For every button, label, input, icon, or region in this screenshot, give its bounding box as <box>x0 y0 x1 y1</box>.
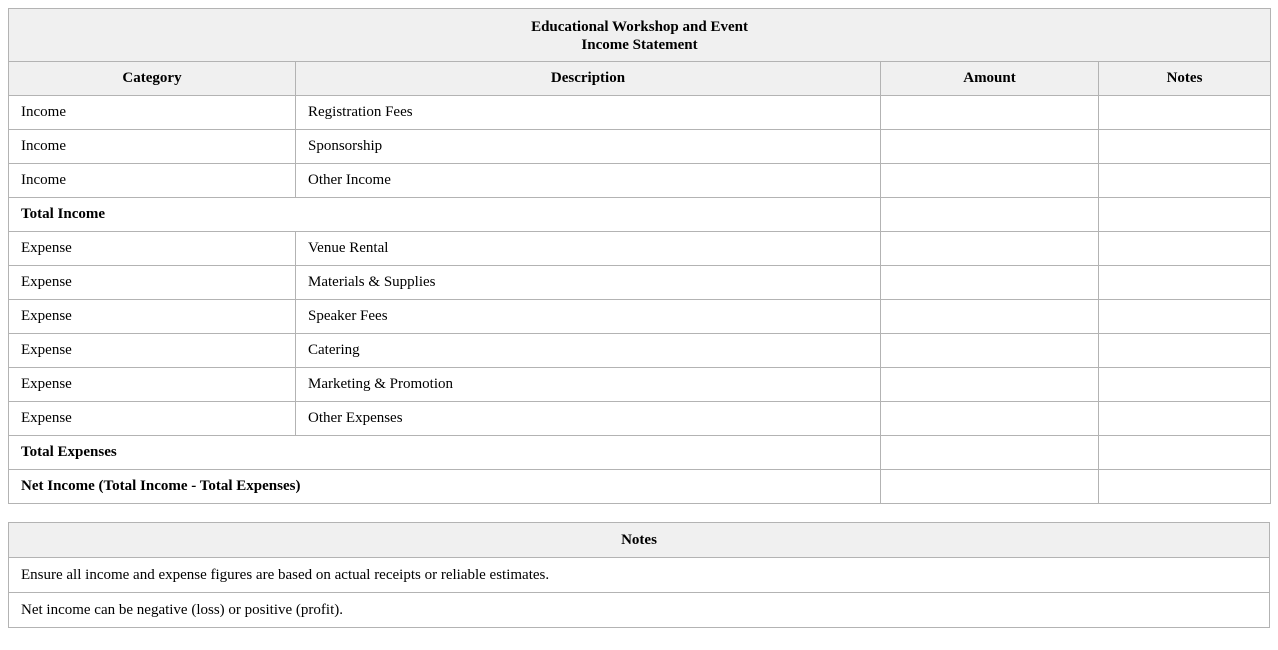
description-cell: Catering <box>296 334 881 368</box>
notes-cell[interactable] <box>1099 402 1271 436</box>
total-income-label: Total Income <box>9 198 881 232</box>
description-cell: Other Expenses <box>296 402 881 436</box>
amount-cell[interactable] <box>881 96 1099 130</box>
description-cell: Speaker Fees <box>296 300 881 334</box>
header-amount: Amount <box>881 62 1099 96</box>
category-cell: Expense <box>9 402 296 436</box>
category-cell: Expense <box>9 334 296 368</box>
note-text: Ensure all income and expense figures are based on actual receipts or reliable estimates. <box>9 558 1270 593</box>
amount-cell[interactable] <box>881 300 1099 334</box>
description-cell: Materials & Supplies <box>296 266 881 300</box>
amount-cell[interactable] <box>881 164 1099 198</box>
category-cell: Expense <box>9 232 296 266</box>
statement-title <box>9 9 1271 62</box>
net-income-notes[interactable] <box>1099 470 1271 504</box>
notes-cell[interactable] <box>1099 300 1271 334</box>
table-row <box>9 334 1271 368</box>
notes-cell[interactable] <box>1099 266 1271 300</box>
notes-cell[interactable] <box>1099 164 1271 198</box>
table-row <box>9 96 1271 130</box>
header-notes: Notes <box>1099 62 1271 96</box>
net-income-amount[interactable] <box>881 470 1099 504</box>
table-row <box>9 130 1271 164</box>
table-row <box>9 402 1271 436</box>
description-cell: Other Income <box>296 164 881 198</box>
amount-cell[interactable] <box>881 232 1099 266</box>
total-expenses-amount[interactable] <box>881 436 1099 470</box>
title-line-1: Educational Workshop and Event <box>531 18 748 35</box>
amount-cell[interactable] <box>881 402 1099 436</box>
note-text: Net income can be negative (loss) or positive (profit). <box>9 593 1270 628</box>
description-cell: Sponsorship <box>296 130 881 164</box>
category-cell: Expense <box>9 300 296 334</box>
description-cell: Marketing & Promotion <box>296 368 881 402</box>
amount-cell[interactable] <box>881 368 1099 402</box>
table-row <box>9 300 1271 334</box>
notes-cell[interactable] <box>1099 130 1271 164</box>
total-expenses-notes[interactable] <box>1099 436 1271 470</box>
income-statement-table <box>8 8 1271 504</box>
total-income-notes[interactable] <box>1099 198 1271 232</box>
notes-cell[interactable] <box>1099 232 1271 266</box>
notes-table <box>8 522 1270 628</box>
category-cell: Expense <box>9 368 296 402</box>
total-income-row <box>9 198 1271 232</box>
total-income-amount[interactable] <box>881 198 1099 232</box>
table-row <box>9 164 1271 198</box>
table-row <box>9 266 1271 300</box>
table-row <box>9 232 1271 266</box>
category-cell: Income <box>9 164 296 198</box>
table-row <box>9 368 1271 402</box>
notes-cell[interactable] <box>1099 334 1271 368</box>
header-description: Description <box>296 62 881 96</box>
document-body <box>8 8 1270 628</box>
header-category: Category <box>9 62 296 96</box>
header-row <box>9 62 1271 96</box>
list-item <box>9 558 1270 593</box>
list-item <box>9 593 1270 628</box>
description-cell: Venue Rental <box>296 232 881 266</box>
title-line-2: Income Statement <box>581 36 698 53</box>
amount-cell[interactable] <box>881 266 1099 300</box>
net-income-row <box>9 470 1271 504</box>
notes-header-row <box>9 523 1270 558</box>
notes-header: Notes <box>9 523 1270 558</box>
category-cell: Expense <box>9 266 296 300</box>
category-cell: Income <box>9 130 296 164</box>
total-expenses-label: Total Expenses <box>9 436 881 470</box>
notes-cell[interactable] <box>1099 368 1271 402</box>
amount-cell[interactable] <box>881 334 1099 368</box>
title-row <box>9 9 1271 62</box>
description-cell: Registration Fees <box>296 96 881 130</box>
category-cell: Income <box>9 96 296 130</box>
total-expenses-row <box>9 436 1271 470</box>
net-income-label: Net Income (Total Income - Total Expenses) <box>9 470 881 504</box>
notes-cell[interactable] <box>1099 96 1271 130</box>
amount-cell[interactable] <box>881 130 1099 164</box>
